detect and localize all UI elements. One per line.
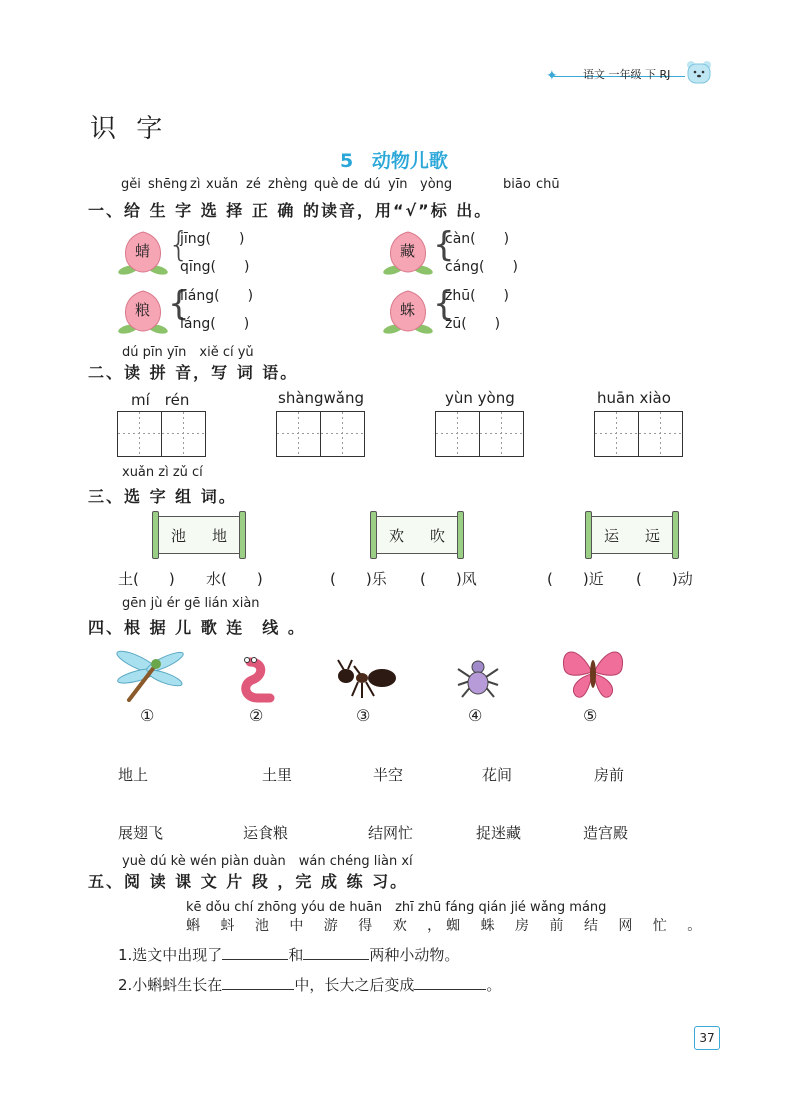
q3-fill[interactable]: ( )动	[636, 570, 693, 588]
q1-option[interactable]: zhū( )	[445, 288, 510, 304]
poem-pinyin: kē dǒu chí zhōng yóu de huān zhī zhū fáng qián jié wǎng máng	[186, 900, 607, 915]
brace: {	[168, 284, 190, 324]
q3-heading: 三、选 字 组 词。	[88, 487, 237, 506]
answer-blank[interactable]	[222, 989, 294, 990]
choice-char: 运	[603, 526, 619, 545]
choice-char: 远	[644, 526, 660, 545]
q1-char: 粮	[135, 301, 151, 319]
brace: {	[433, 284, 455, 324]
q1-item	[383, 285, 553, 337]
page-number-box	[694, 1026, 720, 1050]
word-choice-card	[590, 516, 674, 554]
q3-fill[interactable]: ( )乐	[330, 570, 387, 588]
tian-grid[interactable]	[594, 411, 683, 457]
q1-char: 蜻	[135, 242, 151, 260]
action-label[interactable]: 造宫殿	[583, 824, 629, 842]
header-star-icon: ✦	[546, 68, 558, 84]
dragonfly-icon	[115, 646, 185, 702]
word-choice-card	[375, 516, 459, 554]
q1-heading: 一、给 生 字 选 择 正 确 的读音，用“√”标 出。	[88, 201, 493, 220]
choice-char: 池	[170, 526, 186, 545]
choice-char: 地	[211, 526, 227, 545]
q1-item	[118, 285, 278, 337]
place-label[interactable]: 半空	[373, 766, 404, 784]
q4-pinyin: gēn jù ér gē lián xiàn	[122, 596, 260, 611]
q1-option[interactable]: qīng( )	[180, 259, 250, 275]
q5-line-2: 2.小蝌蚪生长在 中，长大之后变成 。	[118, 976, 502, 994]
q5-line-1: 1.选文中出现了 和 两种小动物。	[118, 946, 460, 964]
place-label[interactable]: 地上	[118, 766, 149, 784]
q2-pinyin: dú pīn yīn xiě cí yǔ	[122, 345, 254, 360]
q2-word-pinyin: huān xiào	[597, 389, 671, 407]
q2-word-pinyin: yùn yòng	[445, 389, 515, 407]
action-label[interactable]: 展翅飞	[118, 824, 164, 842]
q1-item	[383, 226, 553, 278]
action-label[interactable]: 结网忙	[368, 824, 414, 842]
worm-icon	[236, 654, 276, 704]
animal-number: ③	[356, 706, 371, 725]
q1-option[interactable]: liáng( )	[180, 288, 254, 304]
choice-char: 吹	[429, 526, 445, 545]
q1-char: 藏	[400, 242, 416, 260]
q1-char: 蛛	[400, 301, 416, 319]
action-label[interactable]: 捉迷藏	[476, 824, 522, 842]
page-number: 37	[699, 1031, 715, 1045]
animal-number: ⑤	[583, 706, 598, 725]
animal-number: ①	[140, 706, 155, 725]
q5-heading: 五、阅 读 课 文 片 段 ，完 成 练 习。	[88, 872, 409, 891]
lesson-title: 5 动物儿歌	[340, 150, 448, 172]
q1-option[interactable]: cáng( )	[445, 259, 518, 275]
ant-icon	[334, 658, 400, 700]
section-heading: 识 字	[90, 114, 169, 144]
q1-pinyin-row: gěi shēng zì xuǎn zé zhèng què de dú yīn yòng biāo chū	[121, 177, 560, 192]
spider-icon	[456, 655, 500, 701]
place-label[interactable]: 房前	[594, 766, 625, 784]
butterfly-icon	[558, 644, 628, 702]
q3-fill[interactable]: ( )风	[420, 570, 477, 588]
q3-fill[interactable]: ( )近	[547, 570, 604, 588]
q2-heading: 二、读 拼 音，写 词 语。	[88, 363, 299, 382]
q3-fill[interactable]: 水( )	[206, 570, 263, 588]
choice-char: 欢	[388, 526, 404, 545]
word-choice-card	[157, 516, 241, 554]
q3-pinyin: xuǎn zì zǔ cí	[122, 465, 203, 480]
q5-pinyin: yuè dú kè wén piàn duàn wán chéng liàn xí	[122, 854, 413, 869]
q2-word-pinyin: mí rén	[131, 391, 190, 409]
q1-option[interactable]: láng( )	[180, 316, 250, 332]
action-label[interactable]: 运食粮	[243, 824, 289, 842]
brace: {	[433, 225, 455, 265]
q3-fill[interactable]: 土( )	[118, 570, 175, 588]
tian-grid[interactable]	[117, 411, 206, 457]
q1-option[interactable]: jīng( )	[180, 231, 245, 247]
answer-blank[interactable]	[222, 959, 288, 960]
animal-number: ④	[468, 706, 483, 725]
answer-blank[interactable]	[303, 959, 369, 960]
q2-word-pinyin: shàngwǎng	[278, 389, 365, 407]
tian-grid[interactable]	[435, 411, 524, 457]
q4-heading: 四、根 据 儿 歌 连 线 。	[88, 618, 306, 637]
place-label[interactable]: 花间	[482, 766, 513, 784]
bear-icon	[686, 60, 712, 84]
tian-grid[interactable]	[276, 411, 365, 457]
animal-number: ②	[249, 706, 264, 725]
poem-text: 蝌 蚪 池 中 游 得 欢 ，蜘 蛛 房 前 结 网 忙 。	[186, 918, 707, 934]
q1-option[interactable]: càn( )	[445, 231, 510, 247]
q1-item	[118, 226, 278, 278]
q1-option[interactable]: zū( )	[445, 316, 501, 332]
brace: {	[168, 225, 190, 265]
header-label: 语文 一年级 下 RJ	[583, 68, 671, 81]
answer-blank[interactable]	[414, 989, 486, 990]
place-label[interactable]: 土里	[262, 766, 293, 784]
